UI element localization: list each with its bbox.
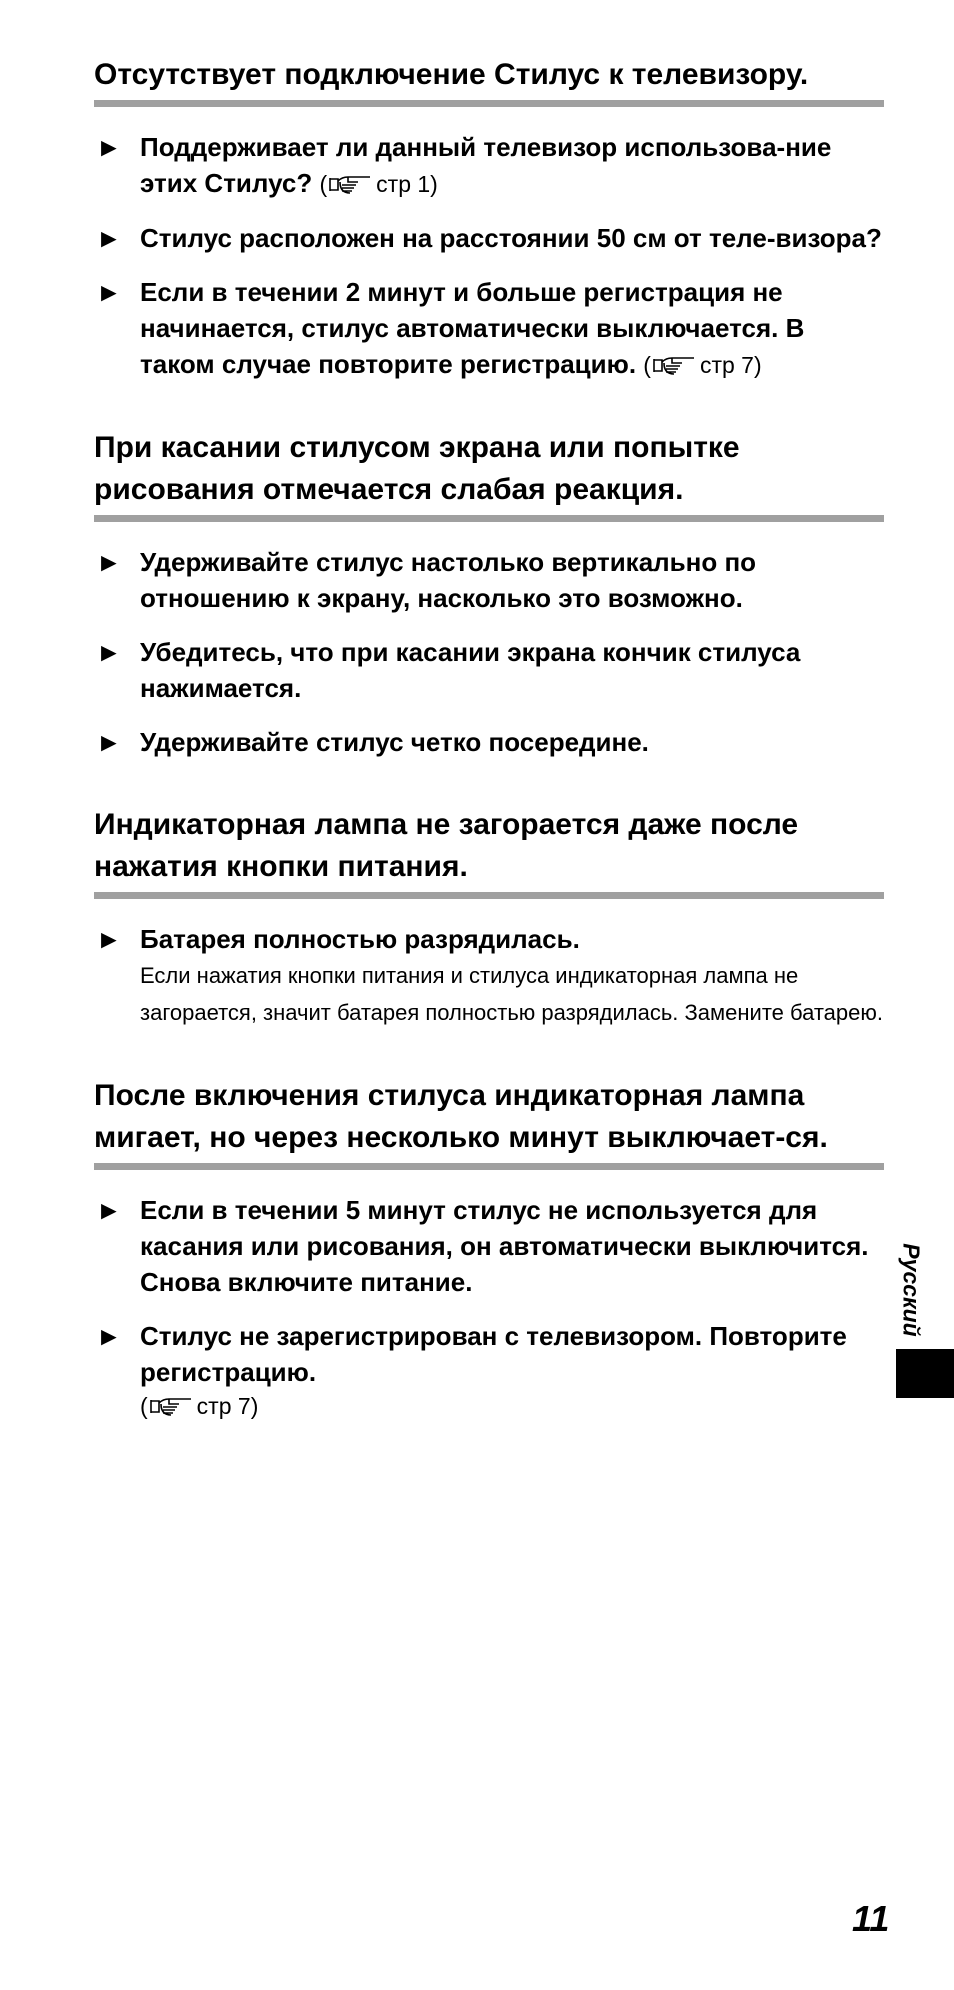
list-item	[94, 274, 884, 383]
item-list	[94, 129, 884, 383]
section-no-connection	[94, 54, 884, 383]
item-description: Если нажатия кнопки питания и стилуса индикаторная лампа не загорается, значит батарея полностью разрядилась. Замените батарею.	[140, 963, 884, 1025]
list-item	[94, 220, 884, 256]
ref-close: )	[753, 352, 762, 378]
bullet-arrow-icon: ►	[96, 277, 122, 307]
item-list	[94, 1192, 884, 1422]
bullet-arrow-icon: ►	[96, 132, 122, 162]
item-text: Если в течении 5 минут стилус не используется для касания или рисования, он автоматически выключится. Снова включите питание.	[140, 1195, 869, 1297]
page-content	[94, 54, 884, 1466]
pointing-hand-icon	[652, 354, 696, 376]
bullet-arrow-icon: ►	[96, 1195, 122, 1225]
list-item	[94, 129, 884, 202]
item-text: Убедитесь, что при касании экрана кончик стилуса нажимается.	[140, 637, 801, 703]
ref-page: стр 7	[196, 1393, 251, 1419]
language-label-text: Русский	[898, 1243, 925, 1337]
ref-open: (	[140, 1393, 148, 1419]
item-list	[94, 921, 884, 1031]
item-list	[94, 544, 884, 760]
section-lamp-not-lit	[94, 804, 884, 1031]
pointing-hand-icon	[149, 1395, 193, 1417]
item-text: Удерживайте стилус четко посередине.	[140, 727, 649, 757]
list-item	[94, 544, 884, 616]
item-text	[140, 274, 884, 383]
list-item	[94, 724, 884, 760]
page-reference	[140, 1390, 884, 1422]
bullet-arrow-icon: ►	[96, 727, 122, 757]
ref-open: (	[319, 171, 328, 197]
bullet-arrow-icon: ►	[96, 223, 122, 253]
section-title: Индикаторная лампа не загорается даже после нажатия кнопки питания.	[94, 804, 884, 899]
ref-close: )	[430, 171, 438, 197]
bullet-arrow-icon: ►	[96, 1321, 122, 1351]
list-item	[94, 921, 884, 1031]
page-reference	[319, 171, 437, 197]
item-text-content: Поддерживает ли данный телевизор использова-ние этих Стилус?	[140, 132, 832, 198]
section-title: При касании стилусом экрана или попытке рисования отмечается слабая реакция.	[94, 427, 884, 522]
item-text	[140, 129, 884, 202]
list-item	[94, 634, 884, 706]
section-lamp-blinks	[94, 1075, 884, 1422]
ref-page: стр 7	[699, 352, 754, 378]
language-tab-marker	[896, 1349, 954, 1398]
item-text: Стилус расположен на расстоянии 50 см от теле-визора?	[140, 223, 882, 253]
list-item	[94, 1318, 884, 1422]
section-weak-response	[94, 427, 884, 760]
bullet-arrow-icon: ►	[96, 547, 122, 577]
language-side-label	[891, 1230, 931, 1350]
pointing-hand-icon	[328, 173, 372, 195]
item-text: Удерживайте стилус настолько вертикально по отношению к экрану, насколько это возможно.	[140, 547, 757, 613]
section-title: После включения стилуса индикаторная лампа мигает, но через несколько минут выключает-ся.	[94, 1075, 884, 1170]
item-text: Батарея полностью разрядилась.	[140, 924, 580, 954]
section-title: Отсутствует подключение Стилус к телевизору.	[94, 54, 884, 107]
page-reference	[643, 352, 761, 378]
item-text: Стилус не зарегистрирован с телевизором. Повторите регистрацию.	[140, 1321, 847, 1387]
ref-open: (	[643, 352, 651, 378]
item-text-content: Если в течении 2 минут и больше регистрация не начинается, стилус автоматически выключается. В таком случае повторите регистрацию.	[140, 277, 805, 379]
ref-close: )	[250, 1393, 259, 1419]
page-number: 11	[852, 1898, 890, 1939]
bullet-arrow-icon: ►	[96, 637, 122, 667]
list-item	[94, 1192, 884, 1300]
ref-page: стр 1	[376, 171, 431, 197]
bullet-arrow-icon: ►	[96, 924, 122, 954]
